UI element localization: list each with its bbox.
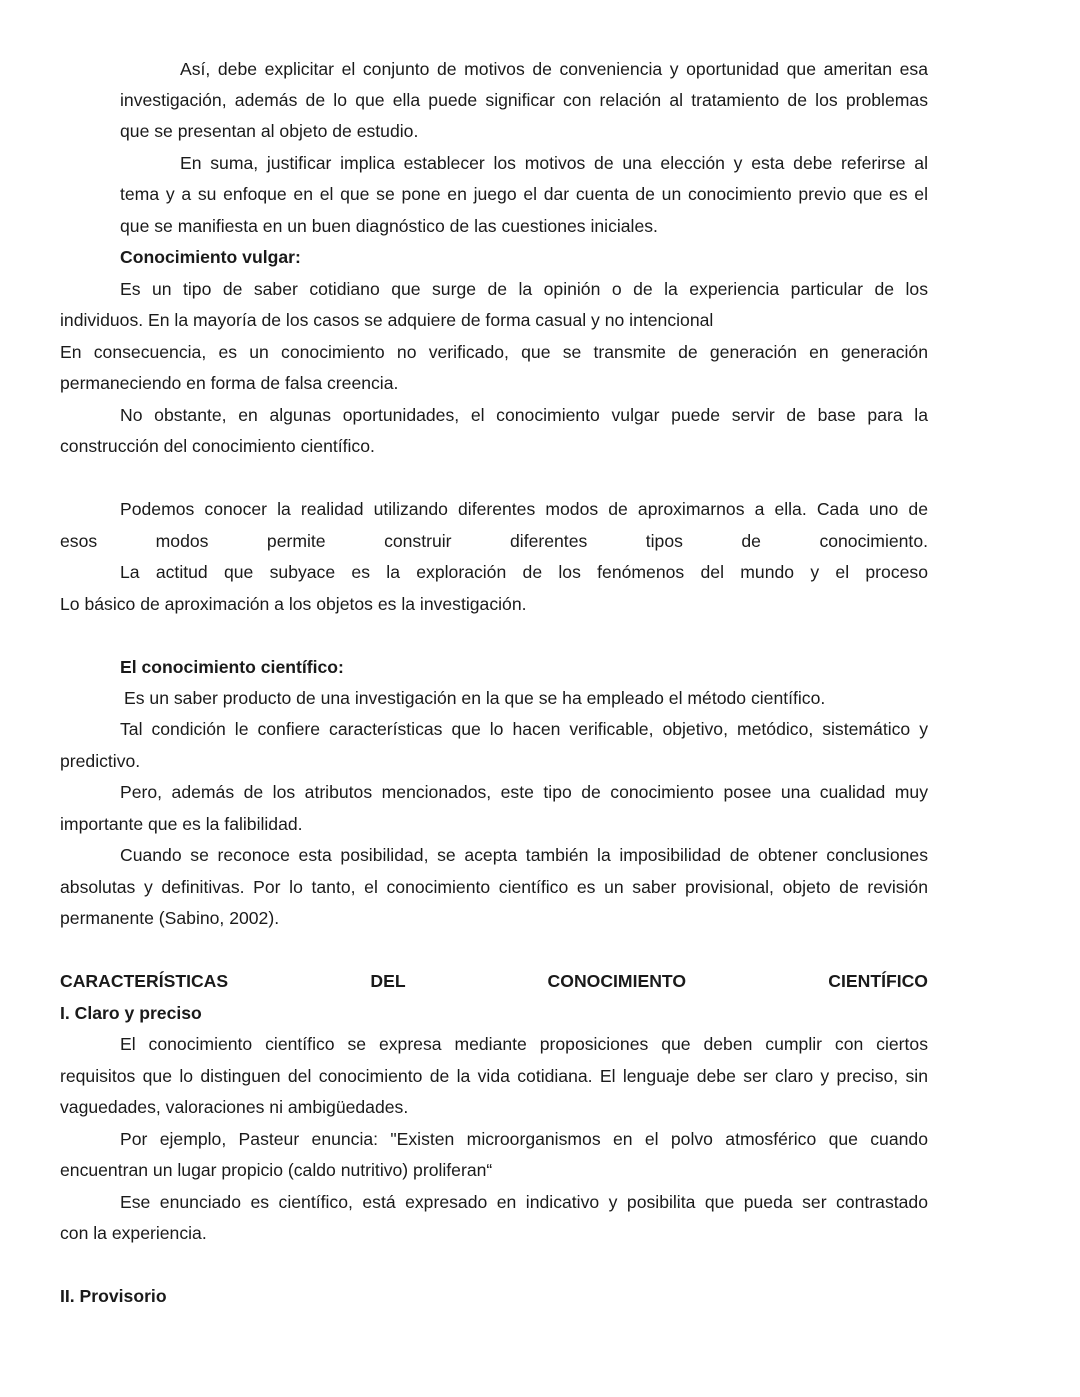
text-line: En consecuencia, es un conocimiento no verificado, que se transmite de generación en generación	[60, 342, 928, 362]
section-heading: Conocimiento vulgar:	[120, 247, 301, 267]
text-line: predictivo.	[60, 751, 141, 771]
text-line: En suma, justificar implica establecer los motivos de una elección y esta debe referirse al	[180, 153, 928, 173]
text-line: Ese enunciado es científico, está expresado en indicativo y posibilita que pueda ser contrastado	[120, 1192, 928, 1212]
text-line: permaneciendo en forma de falsa creencia.	[60, 373, 399, 393]
text-line: que se presentan al objeto de estudio.	[120, 121, 419, 141]
section-heading: CARACTERÍSTICAS DEL CONOCIMIENTO CIENTÍFICO	[60, 971, 928, 991]
text-line: permanente (Sabino, 2002).	[60, 908, 280, 928]
text-line: individuos. En la mayoría de los casos se adquiere de forma casual y no intencional	[60, 310, 714, 330]
text-line: Pero, además de los atributos mencionados, este tipo de conocimiento posee una cualidad muy	[120, 782, 928, 802]
text-line: Por ejemplo, Pasteur enuncia: "Existen microorganismos en el polvo atmosférico que cuando	[120, 1129, 928, 1149]
text-line: importante que es la falibilidad.	[60, 814, 303, 834]
text-line: El conocimiento científico se expresa mediante proposiciones que deben cumplir con ciertos	[120, 1034, 928, 1054]
text-line: con la experiencia.	[60, 1223, 207, 1243]
text-line: tema y a su enfoque en el que se pone en juego el dar cuenta de un conocimiento previo que es el	[120, 184, 928, 204]
text-line: construcción del conocimiento científico.	[60, 436, 375, 456]
text-line: vaguedades, valoraciones ni ambigüedades.	[60, 1097, 409, 1117]
text-line: Tal condición le confiere características que lo hacen verificable, objetivo, metódico, sistemático y	[120, 719, 928, 739]
text-line: que se manifiesta en un buen diagnóstico de las cuestiones iniciales.	[120, 216, 658, 236]
text-line: Cuando se reconoce esta posibilidad, se acepta también la imposibilidad de obtener conclusiones	[120, 845, 928, 865]
subsection-heading: I. Claro y preciso	[60, 1003, 202, 1023]
text-line: investigación, además de lo que ella puede significar con relación al tratamiento de los problemas	[120, 90, 928, 110]
section-heading: El conocimiento científico:	[120, 657, 344, 677]
text-line: absolutas y definitivas. Por lo tanto, el conocimiento científico es un saber provisional, objeto de revisión	[60, 877, 928, 897]
text-line: Lo básico de aproximación a los objetos es la investigación.	[60, 594, 527, 614]
text-line: No obstante, en algunas oportunidades, el conocimiento vulgar puede servir de base para la	[120, 405, 928, 425]
text-line: encuentran un lugar propicio (caldo nutritivo) proliferan“	[60, 1160, 493, 1180]
subsection-heading: II. Provisorio	[60, 1286, 167, 1306]
text-line: esos modos permite construir diferentes tipos de conocimiento.	[60, 531, 928, 551]
text-line: requisitos que lo distinguen del conocimiento de la vida cotidiana. El lenguaje debe ser claro y preciso, sin	[60, 1066, 928, 1086]
text-line: Así, debe explicitar el conjunto de motivos de conveniencia y oportunidad que ameritan esa	[180, 59, 928, 79]
text-line: Es un saber producto de una investigación en la que se ha empleado el método científico.	[124, 688, 826, 708]
text-line: La actitud que subyace es la exploración de los fenómenos del mundo y el proceso	[120, 562, 928, 582]
text-line: Es un tipo de saber cotidiano que surge de la opinión o de la experiencia particular de los	[120, 279, 928, 299]
text-line: Podemos conocer la realidad utilizando diferentes modos de aproximarnos a ella. Cada uno de	[120, 499, 928, 519]
